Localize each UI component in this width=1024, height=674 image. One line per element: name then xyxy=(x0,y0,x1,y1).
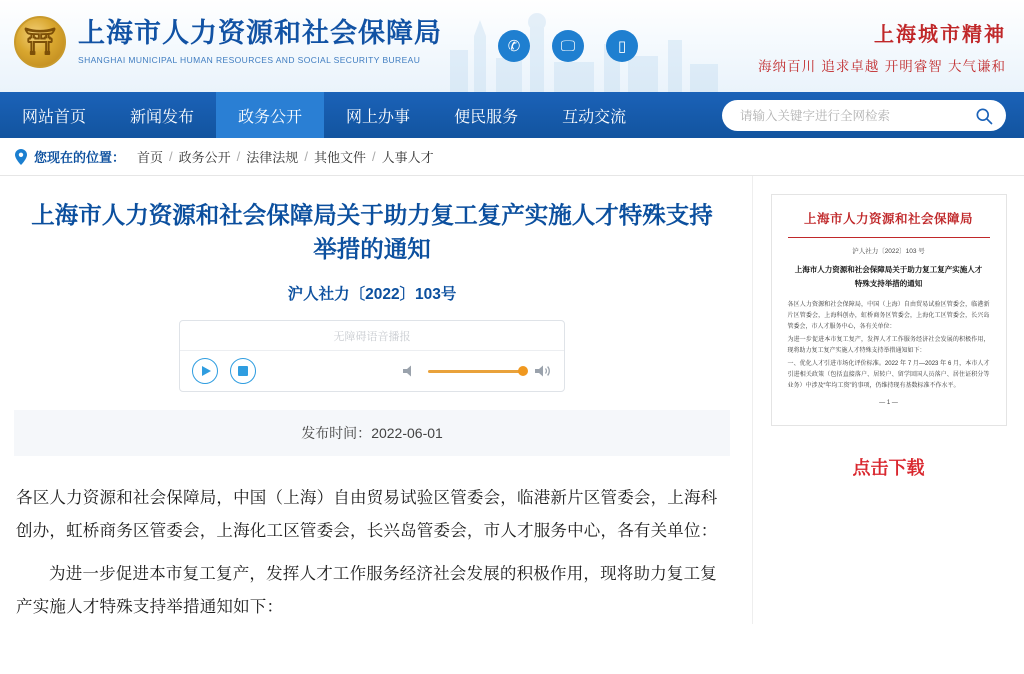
site-logo[interactable] xyxy=(14,16,442,68)
search-box[interactable] xyxy=(722,100,1006,131)
volume-slider-knob[interactable] xyxy=(518,366,528,376)
preview-body xyxy=(788,300,990,393)
nav-item-interaction[interactable]: 互动交流 xyxy=(562,108,627,126)
document-thumbnail[interactable] xyxy=(771,194,1007,426)
audio-player-controls xyxy=(180,351,564,391)
nav-item-online-services[interactable]: 网上办事 xyxy=(346,108,411,126)
publish-time-bar xyxy=(14,410,730,456)
search-input[interactable] xyxy=(740,109,974,123)
search-icon[interactable] xyxy=(974,106,994,126)
stop-icon[interactable] xyxy=(230,358,256,384)
logo-title-en: SHANGHAI MUNICIPAL HUMAN RESOURCES AND SOCIAL SECURITY BUREAU xyxy=(78,54,421,65)
article-content xyxy=(14,456,730,624)
nav-item-government-affairs[interactable]: 政务公开 xyxy=(216,92,324,138)
breadcrumb-separator: / xyxy=(371,149,376,164)
breadcrumb-separator: / xyxy=(169,149,173,164)
breadcrumb-item-3[interactable]: 其他文件 xyxy=(313,150,366,165)
preview-paragraph: 一、优化人才引进市场化评价标准。2022 年 7 月—2023 年 6 月，本市人才引进相关政策（包括直接落户、居转户、留学回国人员落户、居住证积分等业务）中涉及“年均工资”的事项，仍维持现有基数标准不作水平。 xyxy=(787,360,990,390)
wechat-icon[interactable] xyxy=(498,30,530,62)
preview-title: 上海市人力资源和社会保障局关于助力复工复产实施人才特殊支持举措的通知 xyxy=(794,265,983,289)
main-nav xyxy=(0,92,1024,138)
article-column xyxy=(0,176,752,624)
breadcrumb-separator: / xyxy=(236,149,241,164)
desktop-icon[interactable] xyxy=(552,30,584,62)
mobile-icon-glyph: ▯ xyxy=(617,36,627,55)
slogan-subtitle: 海纳百川 追求卓越 开明睿智 大气谦和 xyxy=(758,59,1006,75)
header-icon-group xyxy=(498,30,638,62)
breadcrumb-item-4[interactable]: 人事人才 xyxy=(381,150,434,165)
emblem-icon: ⛩ xyxy=(14,16,66,68)
site-header xyxy=(0,0,1024,92)
publish-time-value: 2022-06-01 xyxy=(371,425,443,442)
preview-page-number: — 1 — xyxy=(879,400,898,407)
audio-player[interactable] xyxy=(179,320,565,392)
document-number: 沪人社力〔2022〕103号 xyxy=(287,286,457,304)
breadcrumb xyxy=(0,138,1024,176)
volume-mute-icon[interactable] xyxy=(402,364,418,378)
desktop-icon-glyph: 🖵 xyxy=(560,36,576,55)
breadcrumb-item-0[interactable]: 首页 xyxy=(137,150,164,165)
breadcrumb-label: 您现在的位置： xyxy=(34,150,126,165)
play-icon[interactable] xyxy=(192,358,218,384)
preview-org-name: 上海市人力资源和社会保障局 xyxy=(788,209,990,238)
nav-item-home[interactable]: 网站首页 xyxy=(22,108,87,126)
audio-player-title: 无障碍语音播报 xyxy=(180,321,564,351)
nav-item-convenience-services[interactable]: 便民服务 xyxy=(454,108,519,126)
breadcrumb-item-1[interactable]: 政务公开 xyxy=(178,150,231,165)
document-preview-panel xyxy=(752,176,1024,624)
mobile-icon[interactable] xyxy=(606,30,638,62)
preview-paragraph: 为进一步促进本市复工复产，发挥人才工作服务经济社会发展的积极作用，现将助力复工复产实施人才特殊支持举措通知如下： xyxy=(787,336,990,354)
download-link[interactable]: 点击下载 xyxy=(852,458,925,478)
article-paragraph: 各区人力资源和社会保障局，中国（上海）自由贸易试验区管委会，临港新片区管委会，上海科创办，虹桥商务区管委会，上海化工区管委会，长兴岛管委会，市人才服务中心，各有关单位： xyxy=(16,489,718,541)
page-body xyxy=(0,176,1024,624)
slogan-title: 上海城市精神 xyxy=(874,22,1006,46)
publish-time-label: 发布时间： xyxy=(301,425,372,442)
article-paragraph: 为进一步促进本市复工复产，发挥人才工作服务经济社会发展的积极作用，现将助力复工复产实施人才特殊支持举措通知如下： xyxy=(16,565,717,617)
page-title: 上海市人力资源和社会保障局关于助力复工复产实施人才特殊支持举措的通知 xyxy=(31,202,713,263)
nav-item-news[interactable]: 新闻发布 xyxy=(130,108,195,126)
logo-title-cn: 上海市人力资源和社会保障局 xyxy=(78,18,442,49)
preview-doc-number: 沪人社力〔2022〕103 号 xyxy=(852,248,925,255)
breadcrumb-item-2[interactable]: 法律法规 xyxy=(246,150,299,165)
city-spirit-slogan xyxy=(758,18,1006,75)
volume-icon[interactable] xyxy=(534,364,552,378)
location-pin-icon xyxy=(14,149,28,165)
wechat-icon-glyph: ✆ xyxy=(507,36,521,55)
breadcrumb-separator: / xyxy=(304,149,308,164)
preview-paragraph: 各区人力资源和社会保障局，中国（上海）自由贸易试验区管委会，临港新片区管委会，上海科创办，虹桥商务区管委会，上海化工区管委会，长兴岛管委会，市人才服务中心，各有关单位： xyxy=(787,301,990,330)
volume-slider[interactable] xyxy=(428,370,524,373)
